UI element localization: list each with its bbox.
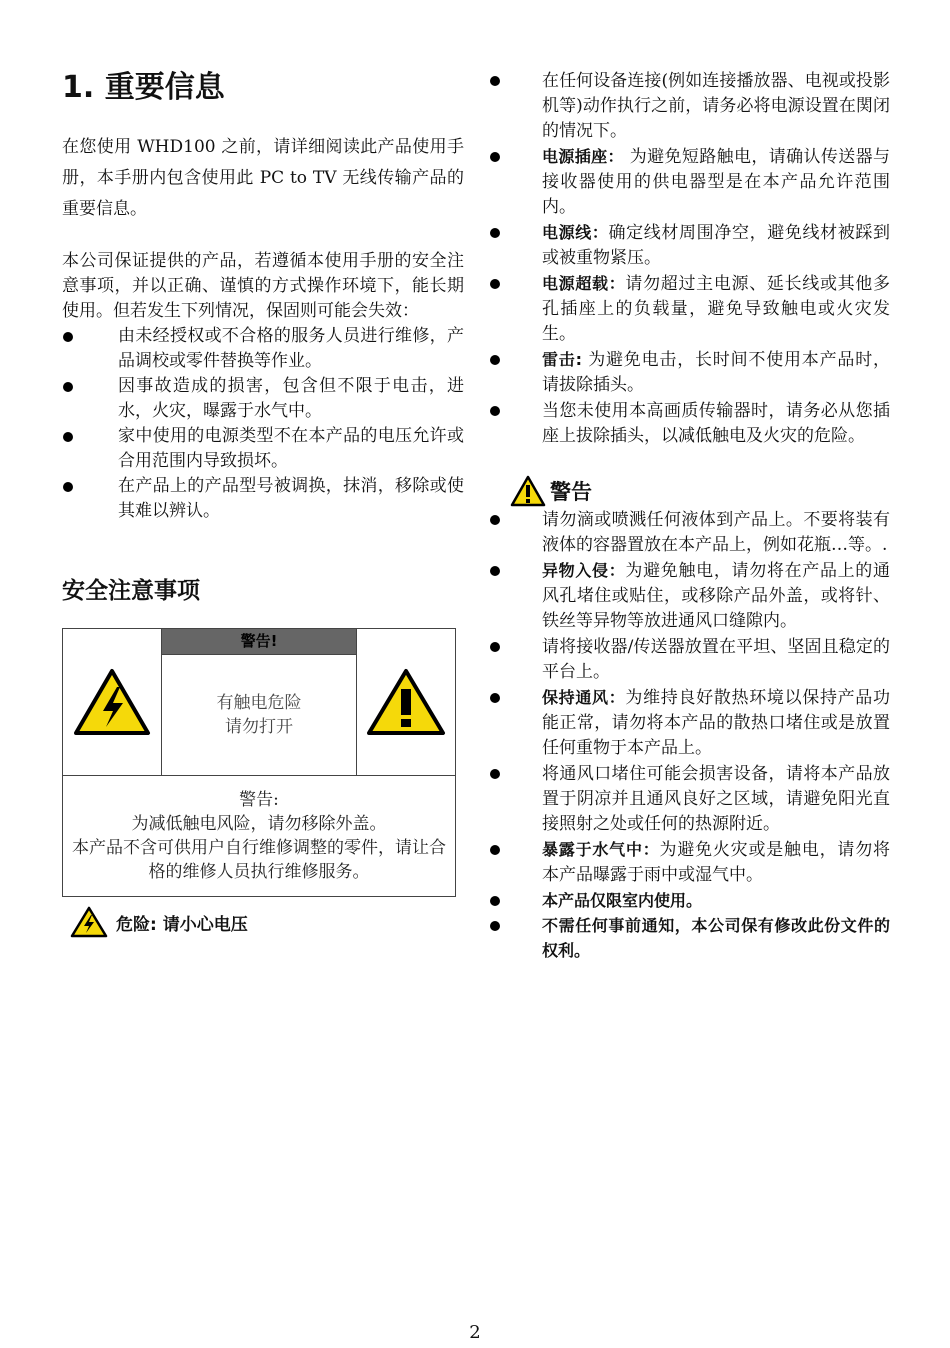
list-item: 电源插座： 为避免短路触电，请确认传送器与接收器使用的供电器型是在本产品允许范围内。 [488,144,890,220]
bullet-icon [490,279,500,289]
bullet-icon [490,76,500,86]
list-item: 本产品仅限室内使用。 [488,888,890,913]
warning-table-header: 警告! [162,629,356,655]
warning-list [488,507,890,963]
bullet-icon [490,566,500,576]
danger-notice [62,905,464,939]
electric-shock-small-icon [70,905,108,939]
bullet-icon [490,228,500,238]
bullet-icon [63,332,73,342]
right-column [488,68,890,963]
bullet-icon [490,693,500,703]
bullet-icon [490,769,500,779]
exclamation-warning-icon [357,629,455,775]
bullet-icon [490,515,500,525]
list-item: 在产品上的产品型号被调换，抹消，移除或使其难以辨认。 [62,474,464,524]
warning-heading [488,475,890,507]
bullet-icon [490,845,500,855]
warning-title: 警告 [550,480,592,504]
bullet-icon [63,382,73,392]
warning-table-bottom: 警告: 为减低触电风险，请勿移除外盖。 本产品不含可供用户自行维修调整的零件，请让合格的维修人员执行维修服务。 [72,790,446,882]
warranty-void-list [62,324,464,524]
safety-title: 安全注意事项 [62,578,200,604]
electric-shock-warning-icon [63,629,161,775]
warning-triangle-icon [510,475,546,507]
list-item: 请勿滴或喷溅任何液体到产品上。不要将装有液体的容器置放在本产品上，例如花瓶…等。. [488,507,890,558]
list-item: 雷击: 为避免电击，长时间不使用本产品时，请拔除插头。 [488,347,890,398]
list-item: 因事故造成的损害，包含但不限于电击，进水，火灾，曝露于水气中。 [62,374,464,424]
left-column [62,68,464,939]
list-item: 家中使用的电源类型不在本产品的电压允许或合用范围内导致损坏。 [62,424,464,474]
warning-label-table [62,628,456,897]
bullet-icon [490,896,500,906]
list-item: 电源超载：请勿超过主电源、延长线或其他多孔插座上的负载量，避免导致触电或火灾发生。 [488,271,890,347]
list-item: 电源线：确定线材周围净空，避免线材被踩到或被重物紧压。 [488,220,890,271]
bullet-icon [490,152,500,162]
list-item: 由未经授权或不合格的服务人员进行维修，产品调校或零件替换等作业。 [62,324,464,374]
list-item: 将通风口堵住可能会损害设备，请将本产品放置于阴凉并且通风良好之区域，请避免阳光直接照射之处或任何的热源附近。 [488,761,890,837]
danger-label: 危险: 请小心电压 [116,914,248,935]
list-item: 请将接收器/传送器放置在平坦、坚固且稳定的平台上。 [488,634,890,685]
bullet-icon [490,642,500,652]
section-title: 1. 重要信息 [62,70,225,105]
list-item: 暴露于水气中：为避免火灾或是触电，请勿将本产品曝露于雨中或湿气中。 [488,837,890,888]
bullet-icon [490,921,500,931]
list-item: 异物入侵：为避免触电，请勿将在产品上的通风孔堵住或贴住，或移除产品外盖，或将针、铁丝等异物等放进通风口缝隙内。 [488,558,890,634]
power-safety-list [488,68,890,449]
page-number: 2 [469,1322,481,1343]
list-item: 当您未使用本高画质传输器时，请务必从您插座上拔除插头，以减低触电及火灾的危险。 [488,398,890,449]
warning-table-top [63,629,455,776]
intro-paragraph: 在您使用 WHD100 之前，请详细阅读此产品使用手册，本手册内包含使用此 PC to TV 无线传输产品的重要信息。 [62,137,464,219]
bullet-icon [490,406,500,416]
bullet-icon [490,355,500,365]
warranty-paragraph: 本公司保证提供的产品，若遵循本使用手册的安全注意事项，并以正确、谨慎的方式操作环境下，能长期使用。但若发生下列情况，保固则可能会失效： [62,251,464,321]
bullet-icon [63,482,73,492]
warning-table-body: 有触电危险 请勿打开 [216,693,302,737]
list-item: 在任何设备连接(例如连接播放器、电视或投影机等)动作执行之前，请务必将电源设置在関闭的情况下。 [488,68,890,144]
warning-table-center [161,629,357,775]
list-item: 保持通风：为维持良好散热环境以保持产品功能正常，请勿将本产品的散热口堵住或是放置任何重物于本产品上。 [488,685,890,761]
bullet-icon [63,432,73,442]
list-item: 不需任何事前通知，本公司保有修改此份文件的权利。 [488,913,890,963]
